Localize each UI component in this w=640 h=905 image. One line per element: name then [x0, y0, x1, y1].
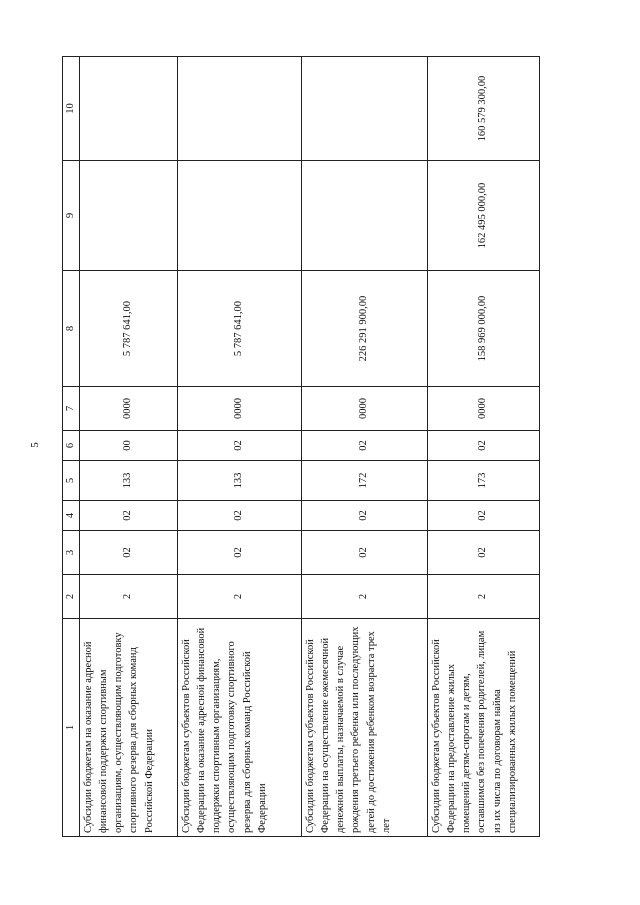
- column-header: 7: [63, 387, 80, 431]
- cell-code: 2: [301, 575, 427, 619]
- cell-amount: [79, 161, 177, 271]
- column-header: 4: [63, 501, 80, 531]
- cell-amount: 162 495 000,00: [427, 161, 539, 271]
- column-header: 10: [63, 57, 80, 161]
- cell-code: 172: [301, 461, 427, 501]
- cell-amount: [79, 57, 177, 161]
- column-header: 9: [63, 161, 80, 271]
- cell-code: 02: [427, 501, 539, 531]
- cell-amount: 158 969 000,00: [427, 271, 539, 387]
- cell-code: 2: [177, 575, 301, 619]
- cell-code: 00: [79, 431, 177, 461]
- cell-code: 0000: [427, 387, 539, 431]
- cell-code: 02: [79, 531, 177, 575]
- table-row: [301, 57, 427, 837]
- table-row: [79, 57, 177, 837]
- column-header: 2: [63, 575, 80, 619]
- cell-amount: [177, 161, 301, 271]
- cell-code: 133: [177, 461, 301, 501]
- cell-code: 0000: [79, 387, 177, 431]
- column-header: 5: [63, 461, 80, 501]
- cell-code: 0000: [177, 387, 301, 431]
- cell-code: 02: [301, 501, 427, 531]
- column-header: 1: [63, 619, 80, 837]
- cell-amount: 5 787 641,00: [177, 271, 301, 387]
- cell-code: 02: [79, 501, 177, 531]
- cell-code: 2: [79, 575, 177, 619]
- column-header: 8: [63, 271, 80, 387]
- cell-amount: 5 787 641,00: [79, 271, 177, 387]
- cell-code: 02: [177, 531, 301, 575]
- table-row: [177, 57, 301, 837]
- cell-code: 02: [301, 531, 427, 575]
- cell-code: 02: [177, 501, 301, 531]
- cell-code: 173: [427, 461, 539, 501]
- header-row: [63, 57, 80, 837]
- cell-code: 02: [427, 431, 539, 461]
- row-description: Субсидии бюджетам субъектов Российской Федерации на осуществление ежемесячной денежной выплаты, назначаемой в случае рождения третьего ребенка или последующих детей до достижения ребенком возраста трех лет: [301, 619, 427, 837]
- budget-table: [62, 56, 540, 837]
- cell-amount: [177, 57, 301, 161]
- row-description: Субсидии бюджетам на оказание адресной финансовой поддержки спортивным организациям, осуществляющим подготовку спортивного резерва для сборных команд Российской Федерации: [79, 619, 177, 837]
- cell-code: 02: [177, 431, 301, 461]
- cell-amount: 160 579 300,00: [427, 57, 539, 161]
- row-description: Субсидии бюджетам субъектов Российской Федерации на оказание адресной финансовой поддержки спортивным организациям, осуществляющим подготовку спортивного резерва для сборных команд Российской Федерации: [177, 619, 301, 837]
- cell-code: 133: [79, 461, 177, 501]
- cell-amount: [301, 161, 427, 271]
- cell-amount: 226 291 900,00: [301, 271, 427, 387]
- column-header: 6: [63, 431, 80, 461]
- row-description: Субсидии бюджетам субъектов Российской Федерации на предоставление жилых помещений детям-сиротам и детям, оставшимся без попечения родителей, лицам из их числа по договорам найма специализированных жилых помещений: [427, 619, 539, 837]
- cell-code: 0000: [301, 387, 427, 431]
- table-row: [427, 57, 539, 837]
- cell-code: 2: [427, 575, 539, 619]
- column-header: 3: [63, 531, 80, 575]
- cell-code: 02: [427, 531, 539, 575]
- cell-code: 02: [301, 431, 427, 461]
- page-number: 5: [29, 442, 41, 448]
- cell-amount: [301, 57, 427, 161]
- budget-table-rotated: [62, 57, 518, 837]
